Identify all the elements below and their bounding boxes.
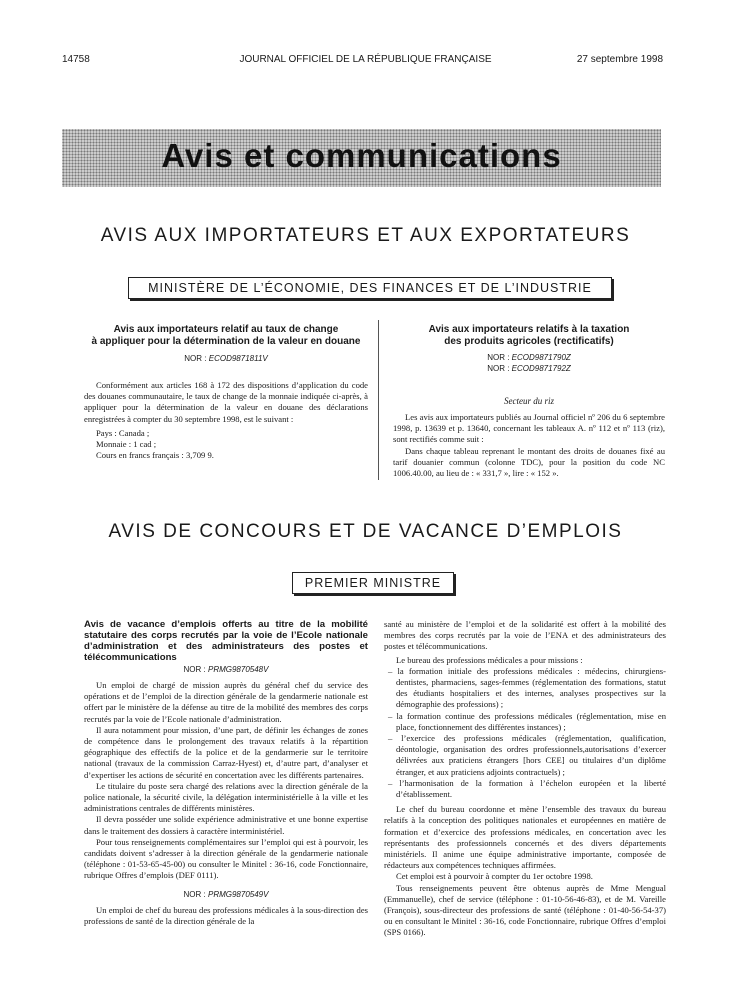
journal-title: JOURNAL OFFICIEL DE LA RÉPUBLIQUE FRANÇAISE [239,54,492,65]
nor-reference [84,664,368,675]
ministry-name: MINISTÈRE DE L’ÉCONOMIE, DES FINANCES ET DE L’INDUSTRIE [148,281,592,295]
sector-heading: Secteur du riz [504,396,554,406]
ministry-box-prime-minister [292,572,454,594]
mission-item: – l’exercice des professions médicales (réglementation, qualification, déontologie, organisation des ordres professionnels,autorisations d’exercer délivrées aux praticiens étrangers [hors CEE] ou titulaires d’un diplôme étranger, et aux praticiens adjoints contractuels) ; [388,733,666,777]
nor-reference [393,352,665,363]
nor-label: NOR : [487,364,510,373]
notice-paragraph: Les avis aux importateurs publiés au Journal officiel nº 206 du 6 septembre 1998, p. 13639 et p. 13640, concernant les tableaux A. nº 112 et nº 113 (riz), sont rectifiés comme suit : [393,412,665,445]
nor-label: NOR : [184,354,207,363]
nor-reference [84,353,368,364]
notice-title-line-1: Avis aux importateurs relatif au taux de change [113,324,339,335]
nor-label: NOR : [183,665,206,674]
nor-code: ECOD9871790Z [511,353,571,362]
vacancy-paragraph: Un emploi de chef du bureau des professions médicales à la sous-direction des professions de santé de la direction générale de la [84,904,368,926]
banner-title: Avis et communications [161,137,562,174]
vacancy-notice [84,619,368,927]
vacancy-paragraph: Le titulaire du poste sera chargé des relations avec la direction générale de la police nationale, la sécurité civile, la délégation interministérielle à la ville et les administrations centrales de différents ministères. [84,780,368,814]
nor-reference [393,363,665,374]
notice-title-line-1: Avis aux importateurs relatifs à la taxation [428,324,630,335]
vacancy-title: Avis de vacance d’emplois offerts au titre de la mobilité statutaire des corps recrutés par la voie de l’Ecole nationale d’administration et des administrateurs des postes et télécommunications [84,619,368,663]
nor-code: ECOD9871811V [208,354,268,363]
column-divider [378,320,379,480]
vacancy-notice-continued [384,619,666,939]
mission-item: – l’harmonisation de la formation à l’échelon européen et la liberté d’établissement. [388,777,666,800]
vacancy-paragraph: Le chef du bureau coordonne et mène l’ensemble des travaux du bureau relatifs à la conception des politiques nationales et européennes en matière de formation et d’exercice des professions médicales, en concertation avec les représentants des professionnels concernés et des divers départements ministériels. Il anime une équipe administrative importante, composée de rédacteurs aux compétences techniques affirmées. [384,804,666,871]
rate-value: Cours en francs français : 3,709 9. [96,450,214,461]
mission-item: – la formation continue des professions médicales (réglementation, mise en place, fonctionnement des différentes instances) ; [388,710,666,732]
nor-label: NOR : [183,889,206,899]
issue-date: 27 septembre 1998 [576,54,663,65]
nor-label: NOR : [487,353,510,362]
page-number: 14758 [62,54,90,65]
vacancy-paragraph: Il aura notamment pour mission, d’une part, de définir les échanges de zones de compétence dans le prolongement des travaux relatifs à la répartition géographique des effectifs de la police et de la gendarmerie sur le territoire national (travaux de la commission Carraz-Hyest) et, d’autre part, d’analyser et d’expertiser les actions de sécurité en concertation avec les différents partenaires. [84,724,368,780]
vacancy-paragraph: Le bureau des professions médicales a pour missions : [396,654,583,665]
mission-item: – la formation initiale des professions médicales : médecins, chirurgiens-dentistes, pharmaciens, sages-femmes (réglementation des formations, statut des étudiants hospitaliers et des internes, analyses prospectives sur la démographie des professions) ; [388,665,666,710]
notice-title-line-2: des produits agricoles (rectificatifs) [444,336,614,347]
section-banner [62,129,661,187]
vacancy-paragraph: Un emploi de chargé de mission auprès du général chef du service des opérations et de l’emploi de la direction générale de la gendarmerie nationale est offert par le ministère de la défense au titre de la mobilité des membres des corps recrutés par la voie de l’Ecole nationale d’administration. [84,680,368,724]
notice-paragraph: Dans chaque tableau reprenant le montant des droits de douanes fixé au tarif douanier commun (colonne TDC), pour la position du code NC 1006.40.00, au lieu de : « 331,7 », lire : « 152 ». [393,445,665,479]
vacancy-paragraph: Tous renseignements peuvent être obtenus auprès de Mme Mengual (Emmanuelle), chef de service (téléphone : 01-10-56-46-83), et de M. Vareille (François), sous-directeur des professions de santé (téléphone : 01-40-56-54-37) ou en consultant le Minitel : 36-16, code Fonctionnaire, rubrique Offres d’emploi (SPS 0166). [384,882,666,938]
notice-body: Conformément aux articles 168 à 172 des dispositions d’application du code des douanes communautaire, le taux de change de la monnaie indiquée ci-après, à appliquer pour la détermination de la valeur en douane des déclarations enregistrées à compter du 30 septembre 1998, est le suivant : [84,380,368,424]
vacancy-paragraph: Pour tous renseignements complémentaires sur l’emploi qui est à pourvoir, les candidats doivent s’adresser à la direction générale de la gendarmerie nationale (téléphone : 01-53-65-45-00) ou consulter le Minitel : 36-16, code Fonctionnaire, rubrique Offres d’emplois (DEF 0111). [84,836,368,881]
nor-reference [84,889,368,900]
vacancy-paragraph: santé au ministère de l’emploi et de la solidarité est offert à la mobilité des membres des corps recrutés par la voie de l’ENA et des administrateurs des postes et télécommunications. [384,619,666,652]
notice-title-line-2: à appliquer pour la détermination de la valeur en douane [91,336,361,347]
section-heading-importers: AVIS AUX IMPORTATEURS ET AUX EXPORTATEURS [100,225,631,246]
rate-country: Pays : Canada ; [96,427,150,438]
notice-exchange-rate [84,324,368,461]
vacancy-paragraph: Il devra posséder une solide expérience administrative et une bonne expertise dans le traitement des dossiers à caractère interministériel. [84,814,368,836]
nor-code: PRMG9870548V [207,665,269,674]
nor-code: ECOD9871792Z [511,364,571,373]
nor-code: PRMG9870549V [207,889,269,899]
rate-currency: Monnaie : 1 cad ; [96,439,157,450]
ministry-box-economy [128,277,612,299]
section-heading-vacancies: AVIS DE CONCOURS ET DE VACANCE D’EMPLOIS [108,521,623,542]
vacancy-paragraph: Cet emploi est à pourvoir à compter du 1er octobre 1998. [396,871,593,882]
notice-agricultural-taxation [393,324,665,479]
ministry-name: PREMIER MINISTRE [304,576,442,590]
